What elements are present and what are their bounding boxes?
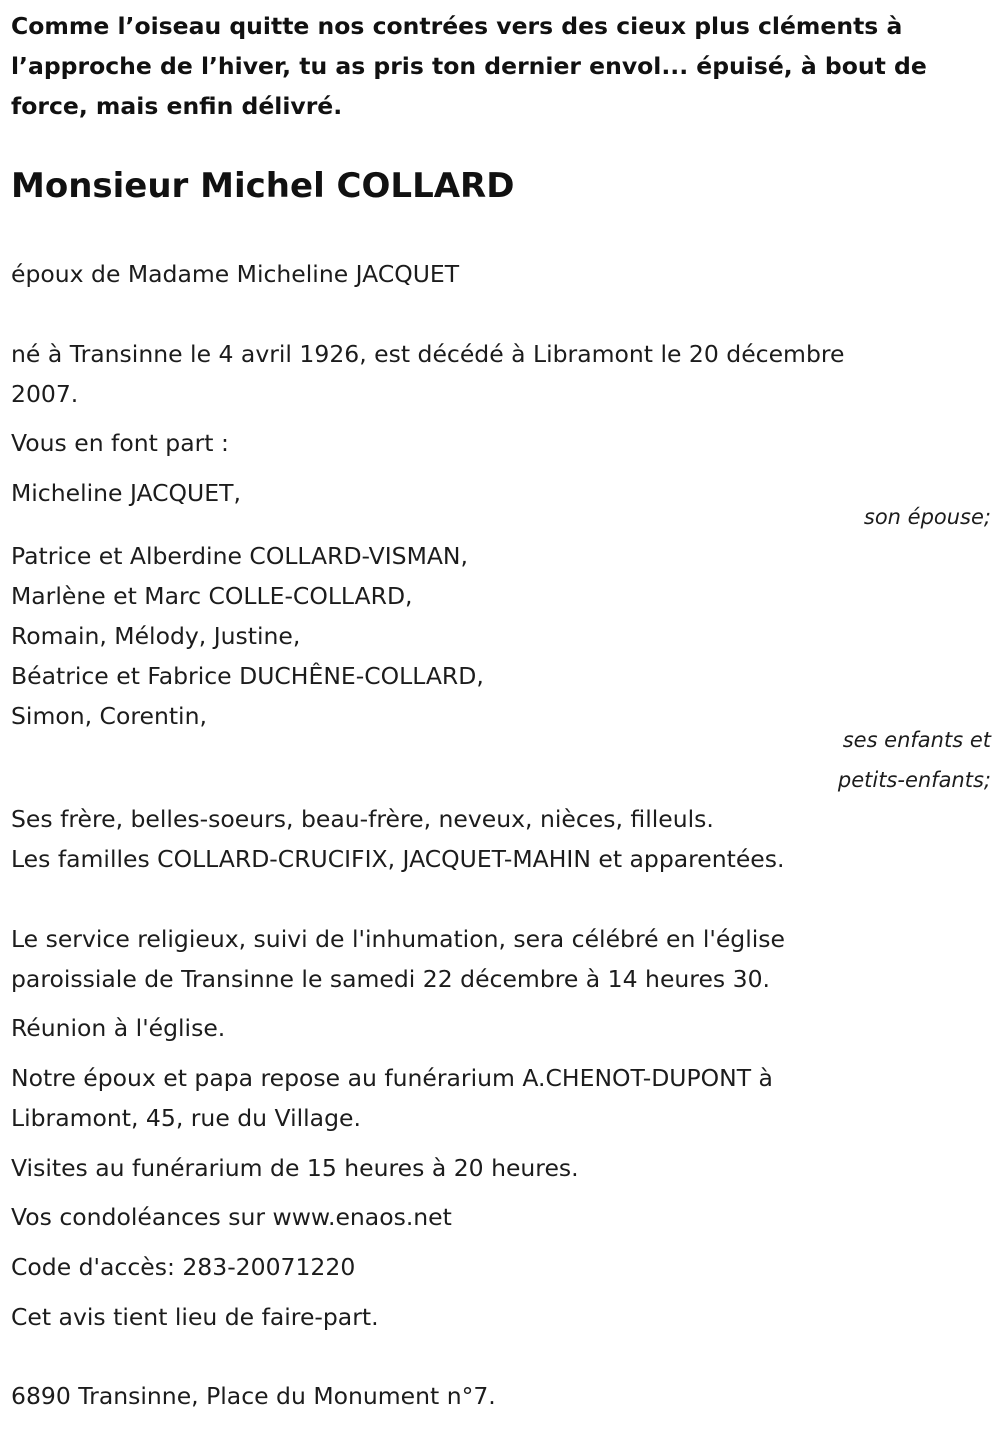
- birth-death-line-2: 2007.: [11, 380, 79, 408]
- service-line-1: Le service religieux, suivi de l'inhumation, sera célébré en l'église: [11, 925, 785, 953]
- funeral-home-line-1: Notre époux et papa repose au funérarium A.CHENOT-DUPONT à: [11, 1064, 773, 1092]
- notice-line: Cet avis tient lieu de faire-part.: [11, 1303, 379, 1331]
- service-line-2: paroissiale de Transinne le samedi 22 décembre à 14 heures 30.: [11, 965, 770, 993]
- child-line: Patrice et Alberdine COLLARD-VISMAN,: [11, 542, 468, 570]
- access-code-line: Code d'accès: 283-20071220: [11, 1253, 356, 1281]
- child-line: Marlène et Marc COLLE-COLLARD,: [11, 582, 413, 610]
- relatives-line-2: Les familles COLLARD-CRUCIFIX, JACQUET-MAHIN et apparentées.: [11, 845, 785, 873]
- child-line: Simon, Corentin,: [11, 702, 207, 730]
- announce-intro: Vous en font part :: [11, 429, 229, 457]
- condolences-line: Vos condoléances sur www.enaos.net: [11, 1203, 452, 1231]
- spouse-name: Micheline JACQUET,: [11, 479, 241, 507]
- child-line: Romain, Mélody, Justine,: [11, 622, 301, 650]
- spouse-role: son épouse;: [863, 505, 991, 529]
- child-line: Béatrice et Fabrice DUCHÊNE-COLLARD,: [11, 662, 484, 690]
- deceased-name: Monsieur Michel COLLARD: [11, 166, 515, 206]
- birth-death-line-1: né à Transinne le 4 avril 1926, est décédé à Libramont le 20 décembre: [11, 340, 845, 368]
- relatives-line-1: Ses frère, belles-soeurs, beau-frère, neveux, nièces, filleuls.: [11, 805, 714, 833]
- children-role-line-2: petits-enfants;: [837, 768, 991, 792]
- funeral-home-line-2: Libramont, 45, rue du Village.: [11, 1104, 361, 1132]
- meeting-line: Réunion à l'église.: [11, 1014, 226, 1042]
- epitaph-text: Comme l’oiseau quitte nos contrées vers des cieux plus cléments à l’approche de l’hiver, tu as pris ton dernier envol... épuisé, à bout de force, mais enfin délivré.: [11, 12, 927, 120]
- address-line: 6890 Transinne, Place du Monument n°7.: [11, 1382, 496, 1410]
- visits-line: Visites au funérarium de 15 heures à 20 heures.: [11, 1154, 579, 1182]
- spouse-line: époux de Madame Micheline JACQUET: [11, 260, 460, 288]
- children-role-line-1: ses enfants et: [842, 728, 991, 752]
